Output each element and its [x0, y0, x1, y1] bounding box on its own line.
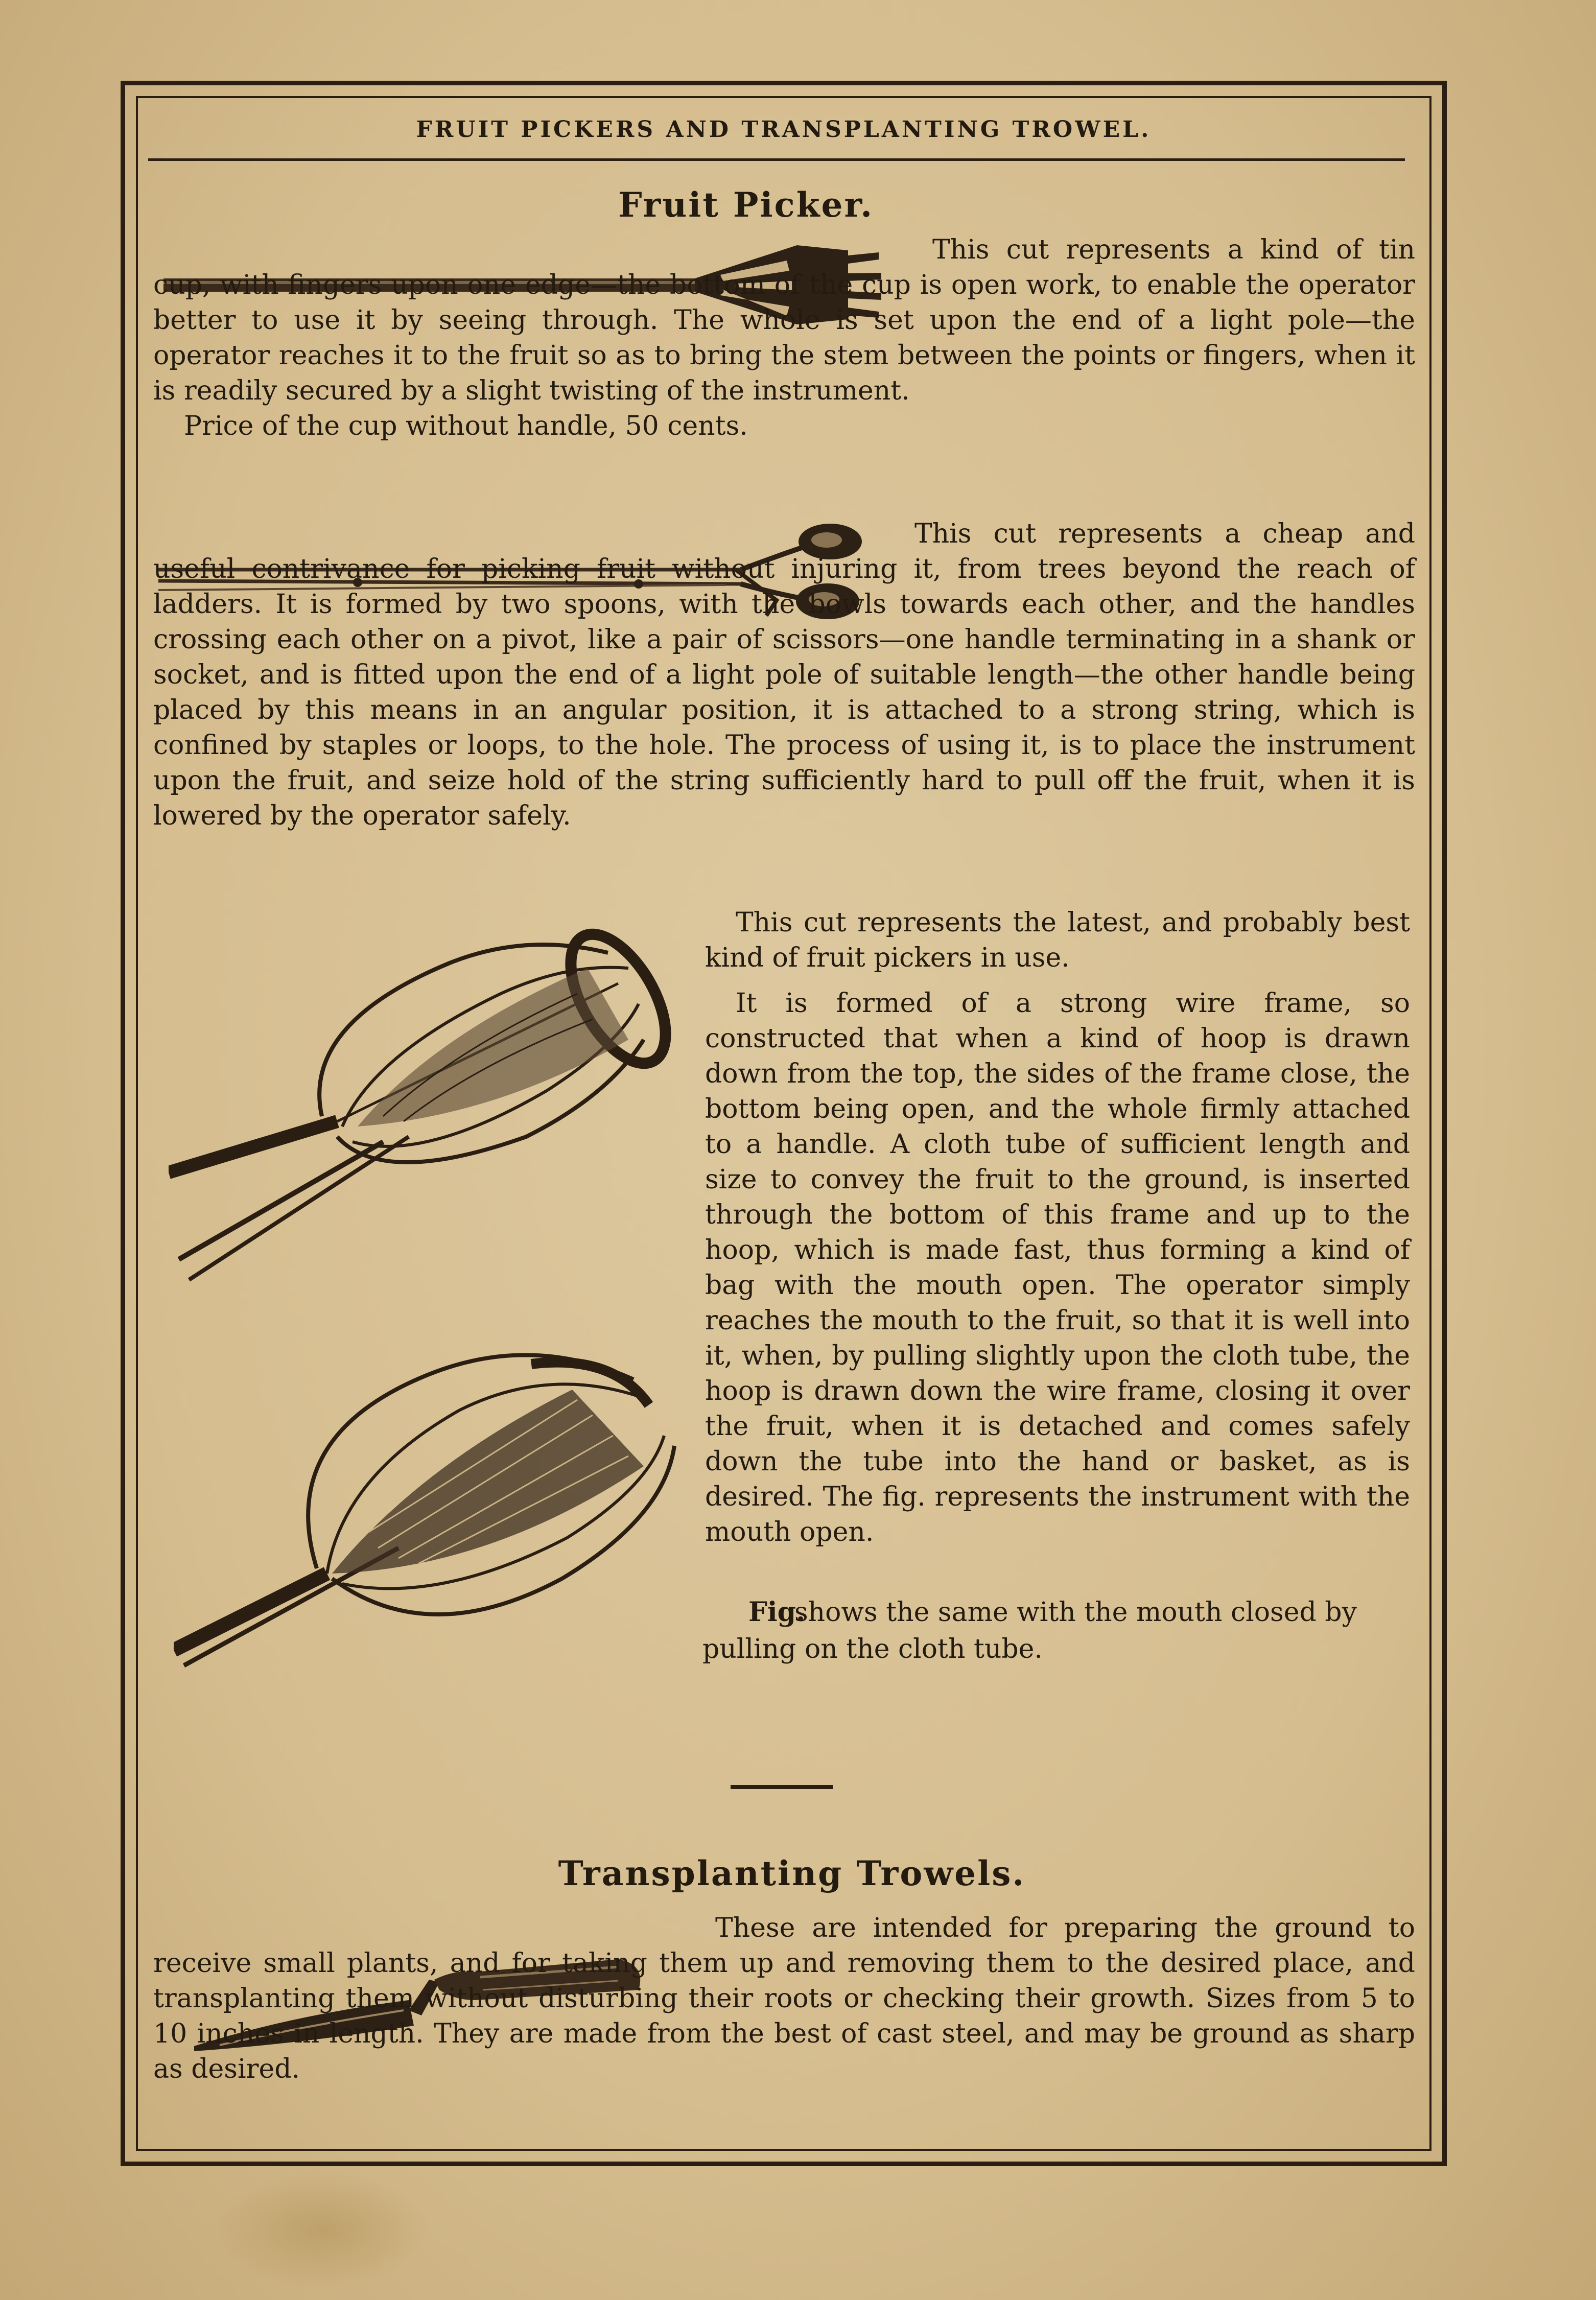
paper-stain [215, 2171, 429, 2289]
fruit-picker-para3-block [705, 905, 1410, 1550]
running-head: FRUIT PICKERS AND TRANSPLANTING TROWEL. [416, 116, 1152, 143]
wire-frame-picker-closed-illustration [174, 1333, 690, 1676]
fruit-picker-title: Fruit Picker. [618, 185, 874, 225]
trowels-para: These are intended for preparing the ground to receive small plants, and for taking them up and removing them to the desired place, and transplanting them without disturbing their roots or checking their growth. Sizes from 5 to 10 inches in length. They are made from the best of cast steel, and may be ground as sharp as desired. [153, 1913, 1415, 2084]
fig-text: shows the same with the mouth closed by pulling on the cloth tube. [702, 1597, 1357, 1664]
fruit-picker-para1-block [153, 232, 1415, 444]
fruit-picker-price: Price of the cup without handle, 50 cents. [184, 411, 748, 441]
fruit-picker-para3: This cut represents the latest, and probably best kind of fruit pickers in use. [705, 907, 1410, 973]
fruit-picker-para1: This cut represents a kind of tin cup, with fingers upon one edge—the bottom of the cup is open work, to enable the operator better to use it by seeing through. The whole is set upon the end of a light pole—the operator reaches it to the fruit so as to bring the stem between the points or fingers, when it is readily secured by a slight twisting of the instrument. [153, 234, 1415, 406]
running-head-rule [148, 158, 1405, 161]
fruit-picker-para4: It is formed of a strong wire frame, so constructed that when a kind of hoop is drawn down from the top, the sides of the frame close, the bottom being open, and the whole firmly attached to a handle. A cloth tube of sufficient length and size to convey the fruit to the ground, is inserted through the bottom of this frame and up to the hoop, which is made fast, thus forming a kind of bag with the mouth open. The operator simply reaches the mouth to the fruit, so that it is well into it, when, by pulling slightly upon the cloth tube, the hoop is drawn down the wire frame, closing it over the fruit, when it is detached and comes safely down the tube into the hand or basket, as is desired. The fig. represents the instrument with the mouth open. [705, 988, 1410, 1547]
wire-frame-picker-open-illustration [169, 922, 705, 1290]
section-divider [731, 1785, 833, 1789]
fruit-picker-para2-block [153, 517, 1415, 834]
trowels-para-block [153, 1911, 1415, 2087]
fig-caption [702, 1594, 1413, 1668]
fig-label: Fig. [748, 1597, 806, 1628]
trowels-title: Transplanting Trowels. [558, 1853, 1026, 1893]
fruit-picker-para2: This cut represents a cheap and useful contrivance for picking fruit without injuring it, from trees beyond the reach of ladders. It is formed by two spoons, with the bowls towards each other, and the handles crossing each other on a pivot, like a pair of scissors—one handle terminating in a shank or socket, and is fitted upon the end of a light pole of suitable length—the other handle being placed by this means in an angular position, it is attached to a strong string, which is confined by staples or loops, to the hole. The process of using it, is to place the instrument upon the fruit, and seize hold of the string sufficiently hard to pull off the fruit, when it is lowered by the operator safely. [153, 519, 1415, 831]
